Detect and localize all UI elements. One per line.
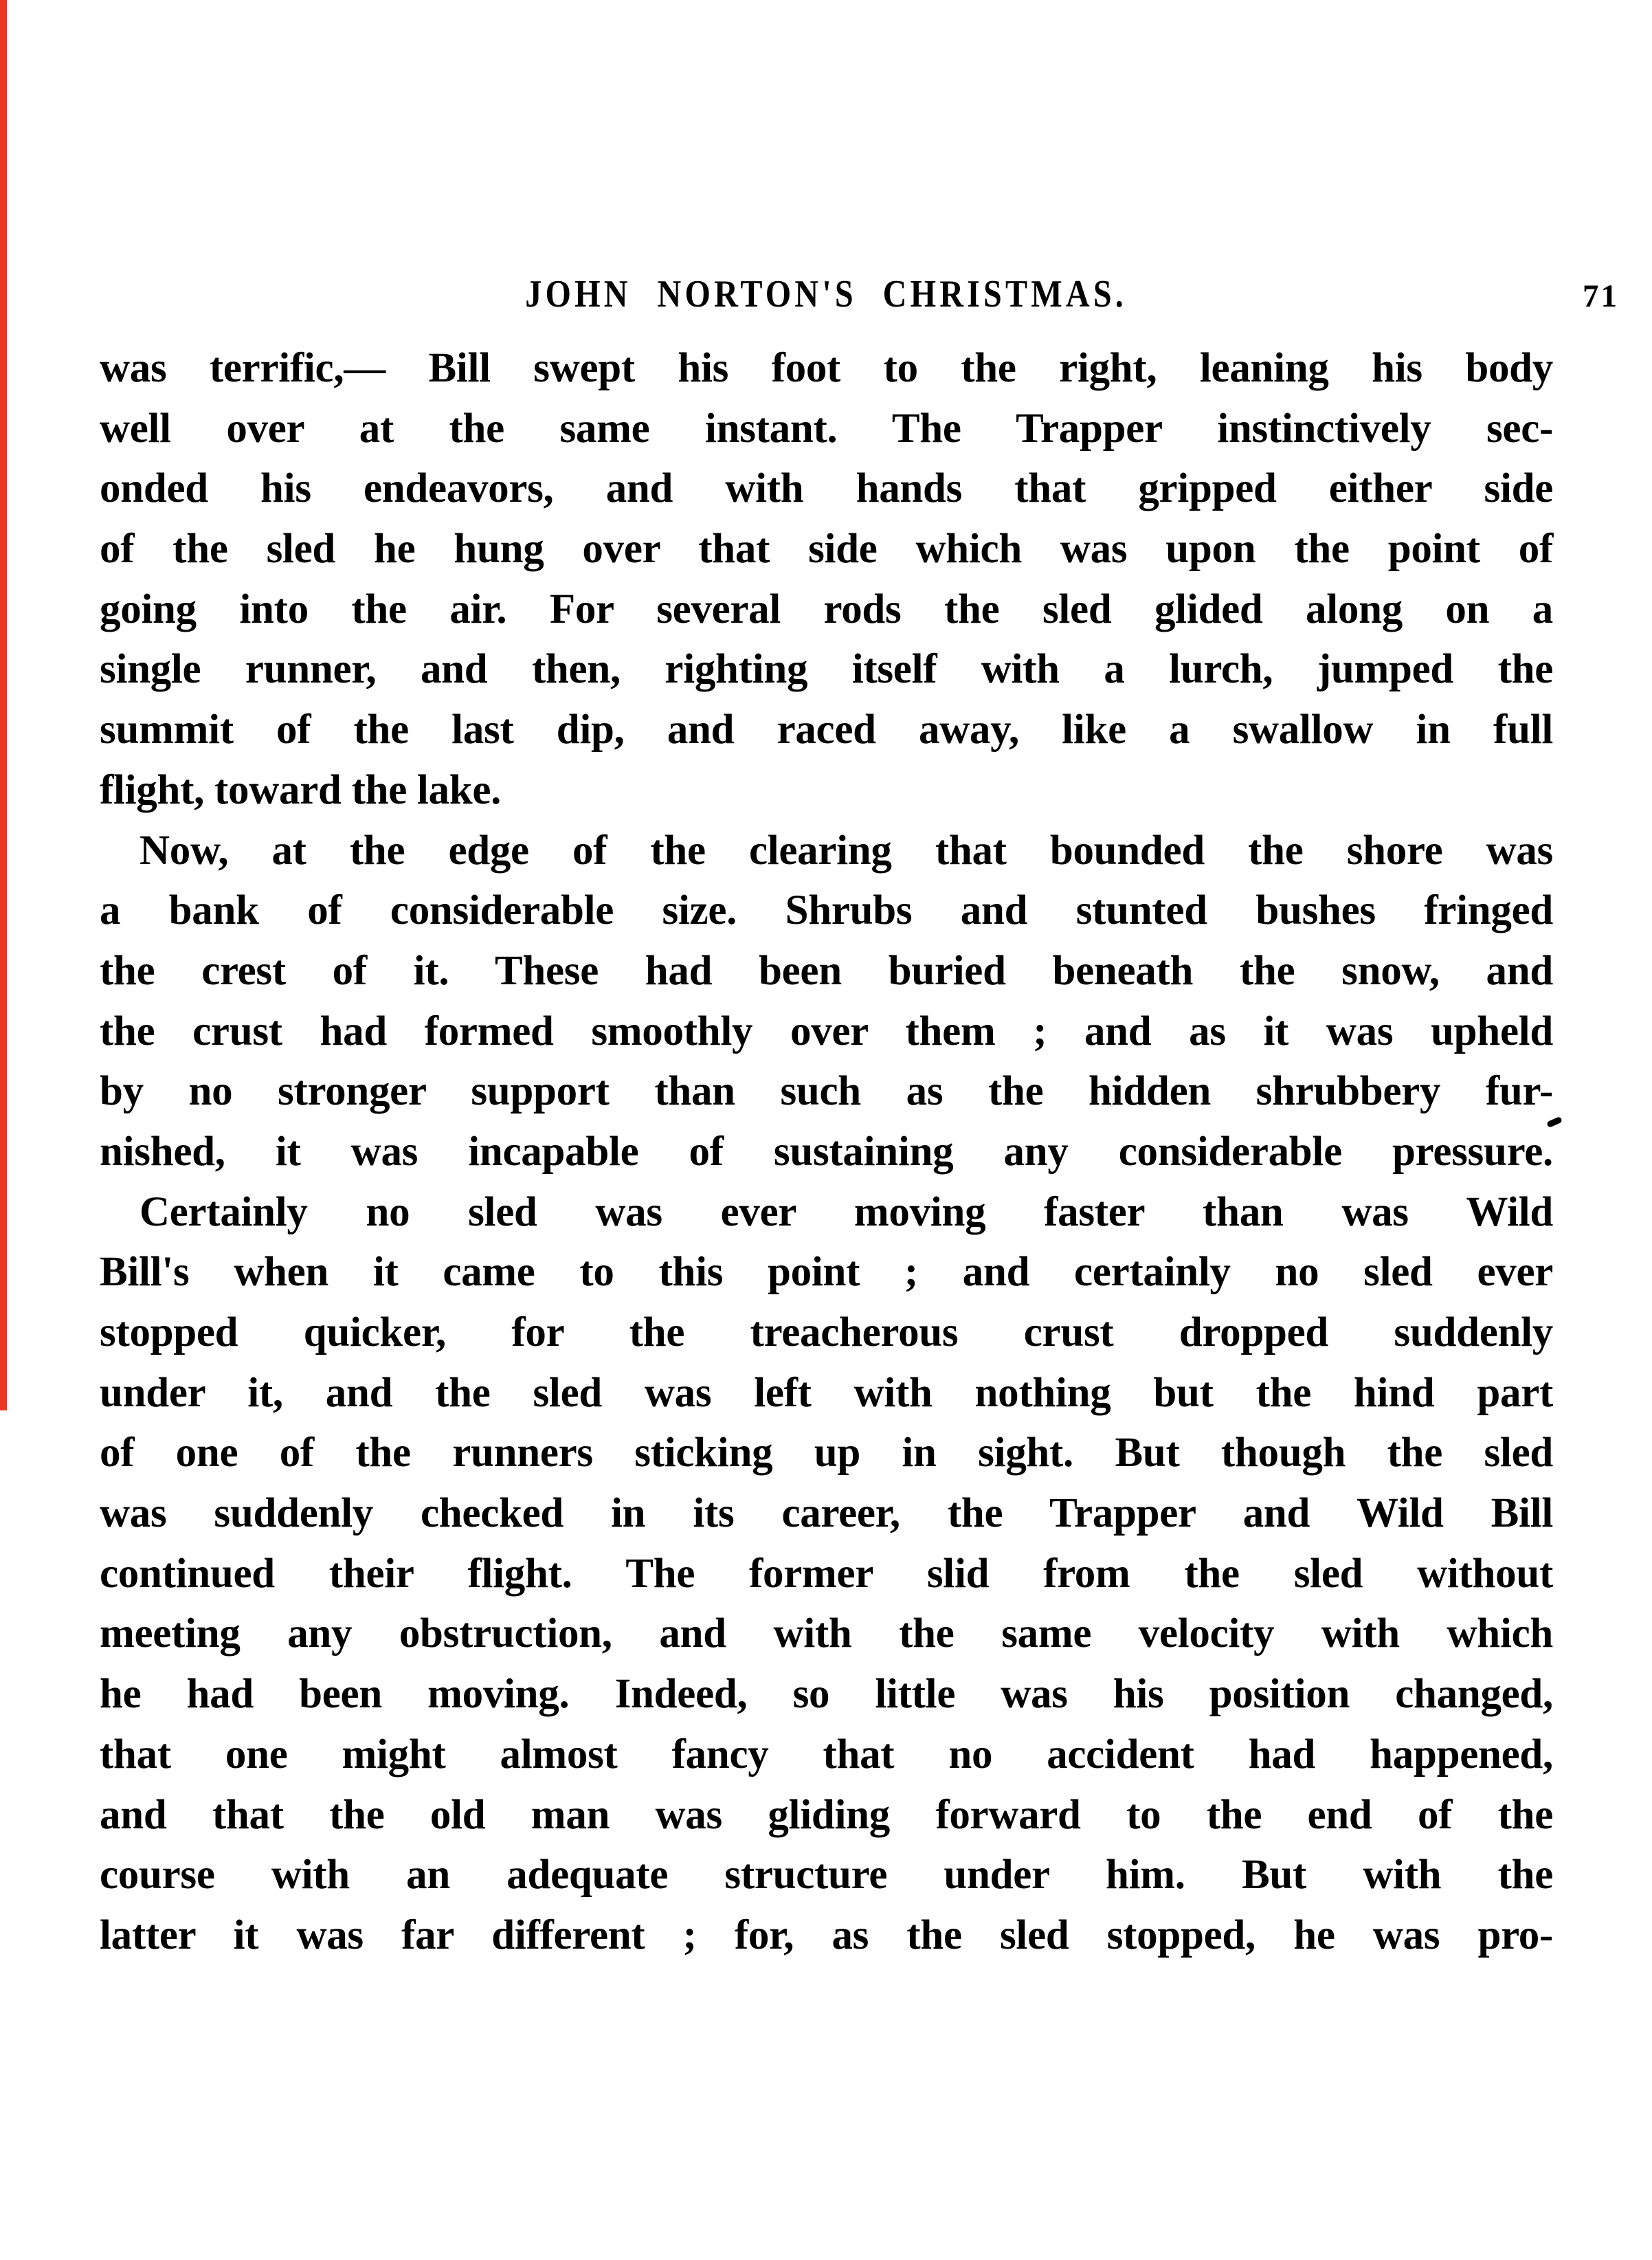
text-line: onded his endeavors, and with hands that gripped either side: [100, 465, 1553, 512]
text-block: [100, 338, 1553, 1966]
text-line: Now, at the edge of the clearing that bounded the shore was: [139, 827, 1553, 874]
text-line: nished, it was incapable of sustaining any considerable pressure.: [100, 1128, 1553, 1175]
page-number: 71: [1583, 278, 1619, 314]
text-line: the crust had formed smoothly over them ; and as it was upheld: [100, 1008, 1553, 1054]
text-line: Certainly no sled was ever moving faster than was Wild: [139, 1188, 1553, 1235]
text-line: single runner, and then, righting itself with a lurch, jumped the: [100, 646, 1553, 693]
text-line: latter it was far different ; for, as the sled stopped, he was pro-: [100, 1912, 1553, 1958]
page-title: JOHN NORTON'S CHRISTMAS.: [525, 273, 1127, 315]
text-line: that one might almost fancy that no accident had happened,: [100, 1731, 1553, 1777]
scan-edge-stripe: [0, 0, 7, 1410]
text-line: stopped quicker, for the treacherous crust dropped suddenly: [100, 1309, 1553, 1355]
text-line: a bank of considerable size. Shrubs and stunted bushes fringed: [100, 887, 1553, 934]
text-line: well over at the same instant. The Trapper instinctively sec-: [100, 405, 1553, 452]
text-line: the crest of it. These had been buried beneath the snow, and: [100, 947, 1553, 994]
text-line: summit of the last dip, and raced away, like a swallow in full: [100, 707, 1553, 753]
text-line: of one of the runners sticking up in sight. But though the sled: [100, 1430, 1553, 1476]
text-line: meeting any obstruction, and with the same velocity with which: [100, 1610, 1553, 1657]
text-line: course with an adequate structure under him. But with the: [100, 1852, 1553, 1898]
running-header: [0, 272, 1652, 316]
text-line: under it, and the sled was left with nothing but the hind part: [100, 1369, 1553, 1416]
text-line: was suddenly checked in its career, the Trapper and Wild Bill: [100, 1490, 1553, 1537]
text-line: he had been moving. Indeed, so little was his position changed,: [100, 1671, 1553, 1718]
text-line: was terrific,— Bill swept his foot to the right, leaning his body: [100, 345, 1553, 391]
text-line: of the sled he hung over that side which was upon the point of: [100, 526, 1553, 573]
text-line: Bill's when it came to this point ; and certainly no sled ever: [100, 1249, 1553, 1296]
text-line: and that the old man was gliding forward to the end of the: [100, 1791, 1553, 1838]
text-line: by no stronger support than such as the hidden shrubbery fur-: [100, 1068, 1553, 1115]
text-line: going into the air. For several rods the sled glided along on a: [100, 586, 1553, 632]
text-line: flight, toward the lake.: [100, 766, 502, 813]
text-line: continued their flight. The former slid from the sled without: [100, 1550, 1553, 1597]
